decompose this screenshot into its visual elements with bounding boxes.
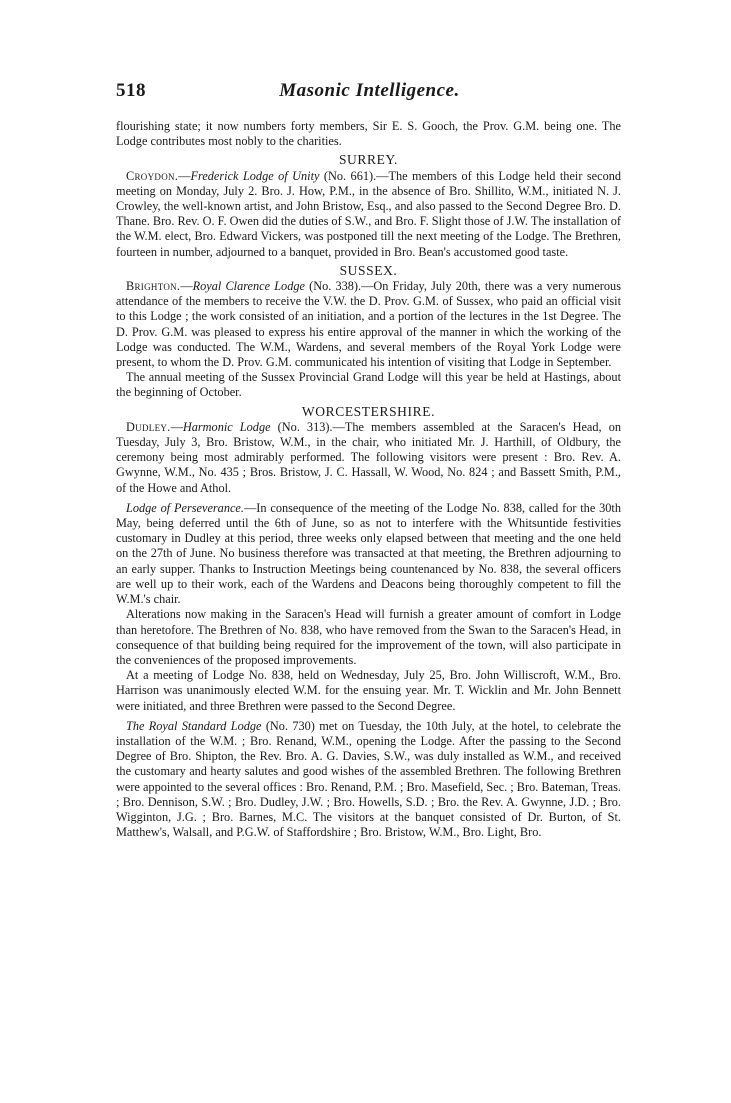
running-title: Masonic Intelligence. bbox=[279, 80, 460, 101]
section-heading-sussex: SUSSEX. bbox=[339, 262, 398, 278]
paragraph-dudley: Dudley.—Harmonic Lodge (No. 313).—The members assembled at the Saracen's Head, on Tuesday, July 3, Bro. Bristow, W.M., in the chair, who initiated Mr. J. Harthill, of Oldbury, the ceremony being most admirably performed. The following visitors were present : Bro. Rev. A. Gwynne, W.M., No. 435 ; Bros. Bristow, J. C. Hassall, W. Wood, No. 824 ; and Bassett Smith, P.M., of the Howe and Athol. bbox=[116, 419, 621, 495]
lodge-name: The Royal Standard Lodge bbox=[126, 718, 262, 733]
lodge-name: Royal Clarence Lodge bbox=[192, 279, 305, 294]
paragraph-royal-standard bbox=[116, 719, 621, 841]
paragraph-text: (No. 338).—On Friday, July 20th, there was a very numerous attendance of the members to receive the V.W. the D. Prov. G.M. of Sussex, who paid an official visit to this Lodge ; the work consisted of an initiation, and a portion of the lectures in the 1st Degree. The D. Prov. G.M. was pleased to express his entire approval of the manner in which the working of the Lodge was conducted. The W.M., Wardens, and several members of the Royal York Lodge were present, to whom the D. Prov. G.M. communicated his intention of visiting that Lodge in September. bbox=[116, 279, 621, 370]
intro-paragraph: flourishing state; it now numbers forty members, Sir E. S. Gooch, the Prov. G.M. being one. The Lodge contributes most nobly to the charities. bbox=[116, 119, 621, 149]
place-name: Dudley. bbox=[126, 419, 171, 434]
section-heading-surrey: SURREY. bbox=[338, 152, 399, 168]
section-heading-worcestershire: WORCESTERSHIRE. bbox=[301, 403, 436, 419]
running-header bbox=[116, 80, 623, 106]
lodge-name: Frederick Lodge of Unity bbox=[190, 168, 320, 183]
paragraph-text: (No. 730) met on Tuesday, the 10th July, at the hotel, to celebrate the installation of the W.M. ; Bro. Renand, W.M., opening the Lodge. After the passing to the Second Degree of Bro. Shipton, the Rev. Bro. A. G. Davies, S.W., was duly installed as W.M., and received the customary and hearty salutes and good wishes of the assembled Brethren. The following Brethren were appointed to the several offices : Bro. Renand, P.M. ; Bro. Masefield, Sec. ; Bro. Bateman, Treas. ; Bro. Dennison, S.W. ; Bro. Dudley, J.W. ; Bro. Howells, S.D. ; Bro. the Rev. A. Gwynne, J.D. ; Bro. Wigginton, J.G. ; Bro. Barnes, M.C. The visitors at the banquet consisted of Dr. Burton, of St. Matthew's, Walsall, and P.G.W. of Staffordshire ; Bro. Bristow, W.M., Bro. Light, Bro. bbox=[116, 718, 622, 840]
place-name: Croydon. bbox=[126, 168, 179, 183]
paragraph-perseverance bbox=[116, 501, 621, 607]
paragraph-alterations: Alterations now making in the Saracen's Head will furnish a greater amount of comfort in Lodge than heretofore. The Brethren of No. 838, who have removed from the Swan to the Saracen's Head, in consequence of that building being required for the improvement of the town, will also participate in the conveniences of the proposed improvements. bbox=[116, 607, 621, 667]
lodge-name: Harmonic Lodge bbox=[182, 419, 271, 434]
page-number: 518 bbox=[116, 80, 146, 101]
paragraph-brighton: Brighton.—Royal Clarence Lodge (No. 338).—On Friday, July 20th, there was a very numerous attendance of the members to receive the V.W. the D. Prov. G.M. of Sussex, who paid an official visit to this Lodge ; the work consisted of an initiation, and a portion of the lectures in the 1st Degree. The D. Prov. G.M. was pleased to express his entire approval of the manner in which the working of the Lodge was conducted. The W.M., Wardens, and several members of the Royal York Lodge were present, to whom the D. Prov. G.M. communicated his intention of visiting that Lodge in September. bbox=[116, 279, 621, 370]
paragraph-text: (No. 313).—The members assembled at the Saracen's Head, on Tuesday, July 3, Bro. Bristow, W.M., in the chair, who initiated Mr. J. Harthill, of Oldbury, the ceremony being most admirably performed. The following visitors were present : Bro. Rev. A. Gwynne, W.M., No. 435 ; Bros. Bristow, J. C. Hassall, W. Wood, No. 824 ; and Bassett Smith, P.M., of the Howe and Athol. bbox=[116, 419, 621, 495]
paragraph-lodge-838-meeting: At a meeting of Lodge No. 838, held on Wednesday, July 25, Bro. John Williscroft, W.M., Bro. Harrison was unanimously elected W.M. for the ensuing year. Mr. T. Wicklin and Mr. John Bennett were initiated, and three Brethren were passed to the Second Degree. bbox=[116, 668, 621, 713]
paragraph-provincial-meeting: The annual meeting of the Sussex Provincial Grand Lodge will this year be held at Hastings, about the beginning of October. bbox=[116, 370, 621, 400]
paragraph-text: (No. 661).—The members of this Lodge held their second meeting on Monday, July 2. Bro. J. How, P.M., in the absence of Bro. Shillito, W.M., initiated N. J. Crowley, the well-known artist, and John Bristow, Esq., and also passed to the Second Degree Bro. D. Thane. Bro. Rev. O. F. Owen did the duties of S.W., and Bro. F. Slight those of J.W. The installation of the W.M. elect, Bro. Edward Vickers, was postponed till the next meeting of the Lodge. The Brethren, fourteen in number, adjourned to a banquet, provided in Bro. Bean's accustomed good taste. bbox=[116, 168, 622, 259]
lodge-name: Lodge of Perseverance. bbox=[126, 500, 244, 515]
paragraph-croydon: Croydon.—Frederick Lodge of Unity (No. 661).—The members of this Lodge held their second meeting on Monday, July 2. Bro. J. How, P.M., in the absence of Bro. Shillito, W.M., initiated N. J. Crowley, the well-known artist, and John Bristow, Esq., and also passed to the Second Degree Bro. D. Thane. Bro. Rev. O. F. Owen did the duties of S.W., and Bro. F. Slight those of J.W. The installation of the W.M. elect, Bro. Edward Vickers, was postponed till the next meeting of the Lodge. The Brethren, fourteen in number, adjourned to a banquet, provided in Bro. Bean's accustomed good taste. bbox=[116, 168, 622, 259]
paragraph-text: —In consequence of the meeting of the Lodge No. 838, called for the 30th May, being deferred until the 6th of June, so as not to interfere with the Whitsuntide festivities customary in Dudley at this period, three weeks only elapsed between that meeting and the one held on the 27th of June. No business therefore was transacted at that meeting, the Brethren adjourning to an early supper. Thanks to Instruction Meetings being countenanced by No. 838, the several officers are well up to their work, each of the Wardens and Deacons being thoroughly competent to fill the W.M.'s chair. bbox=[116, 500, 621, 607]
article-body bbox=[116, 119, 621, 840]
place-name: Brighton. bbox=[126, 279, 181, 294]
